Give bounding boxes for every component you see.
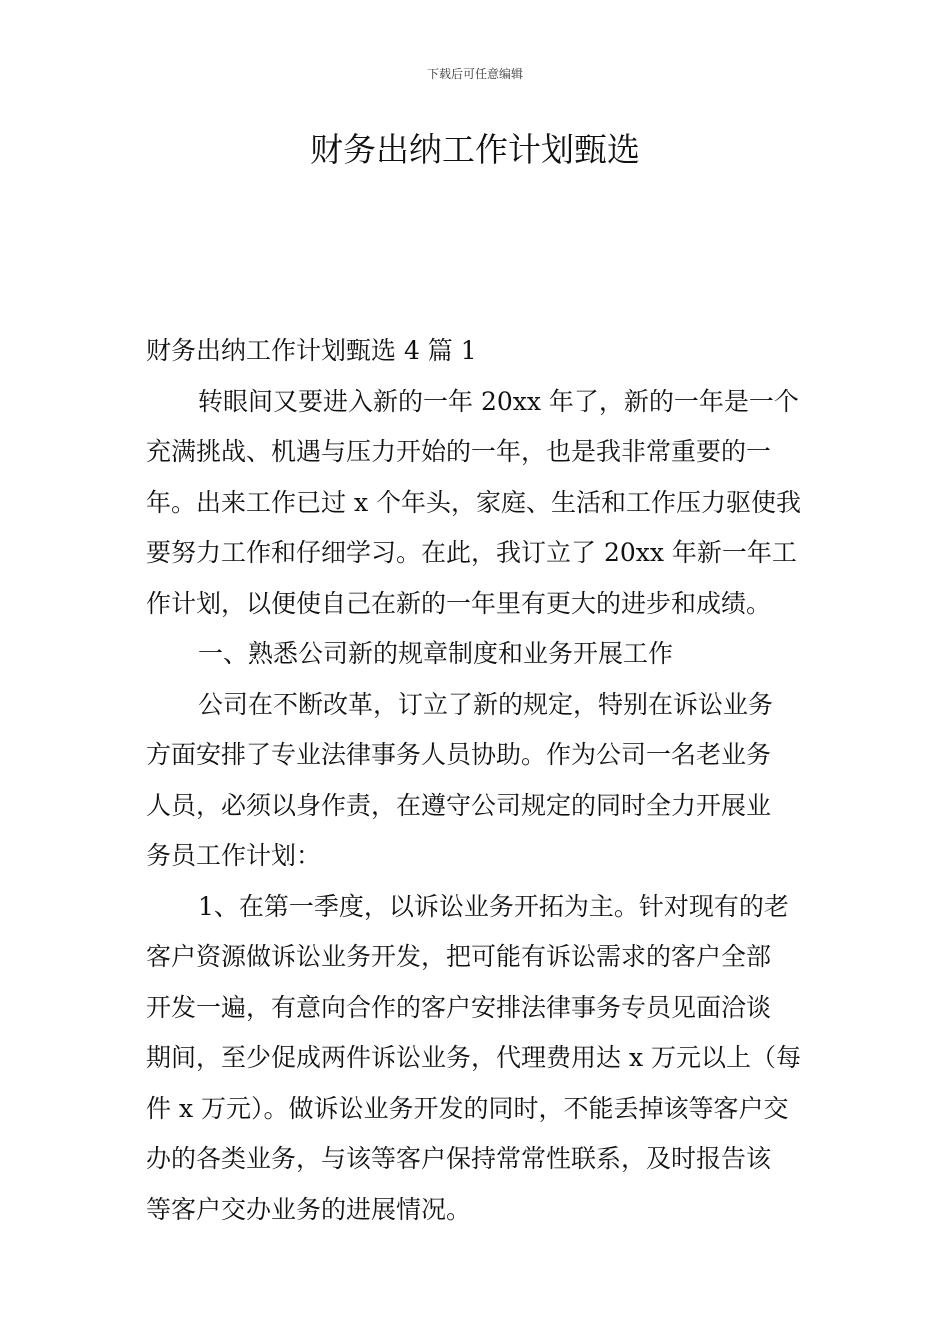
paragraph-line: 期间，至少促成两件诉讼业务，代理费用达 x 万元以上（每 [146,1043,801,1072]
paragraph-line: 作计划，以便使自己在新的一年里有更大的进步和成绩。 [146,588,772,618]
paragraph-line: 人员，必须以身作责，在遵守公司规定的同时全力开展业 [146,790,772,820]
paragraph-line: 要努力工作和仔细学习。在此，我订立了 20xx 年新一年工 [146,538,797,567]
paragraph-line: 客户资源做诉讼业务开发，把可能有诉讼需求的客户全部 [146,942,772,971]
paragraph-line: 开发一遍，有意向合作的客户安排法律事务专员见面洽谈 [146,992,772,1022]
paragraph-line: 方面安排了专业法律事务人员协助。作为公司一名老业务 [146,740,772,769]
paragraph-line: 公司在不断改革，订立了新的规定，特别在诉讼业务 [198,689,774,719]
paragraph-line: 务员工作计划： [146,841,322,870]
paragraph-line: 件 x 万元）。做诉讼业务开发的同时，不能丢掉该等客户交 [146,1093,789,1123]
paragraph-line: 等客户交办业务的进展情况。 [146,1194,472,1224]
paragraph-line: 1、在第一季度，以诉讼业务开拓为主。针对现有的老 [198,891,789,921]
document-body [146,326,806,1235]
header-note: 下载后可任意编辑 [426,67,523,81]
section-heading: 财务出纳工作计划甄选 4 篇 1 [146,336,477,365]
paragraph-line: 转眼间又要进入新的一年 20xx 年了，新的一年是一个 [198,386,799,416]
paragraph-line: 充满挑战、机遇与压力开始的一年，也是我非常重要的一 [146,437,772,466]
paragraph-line: 年。出来工作已过 x 个年头，家庭、生活和工作压力驱使我 [146,487,801,517]
document-title: 财务出纳工作计划甄选 [310,130,640,169]
paragraph-line: 办的各类业务，与该等客户保持常常性联系，及时报告该 [146,1144,772,1173]
subsection-heading: 一、熟悉公司新的规章制度和业务开展工作 [198,639,674,668]
